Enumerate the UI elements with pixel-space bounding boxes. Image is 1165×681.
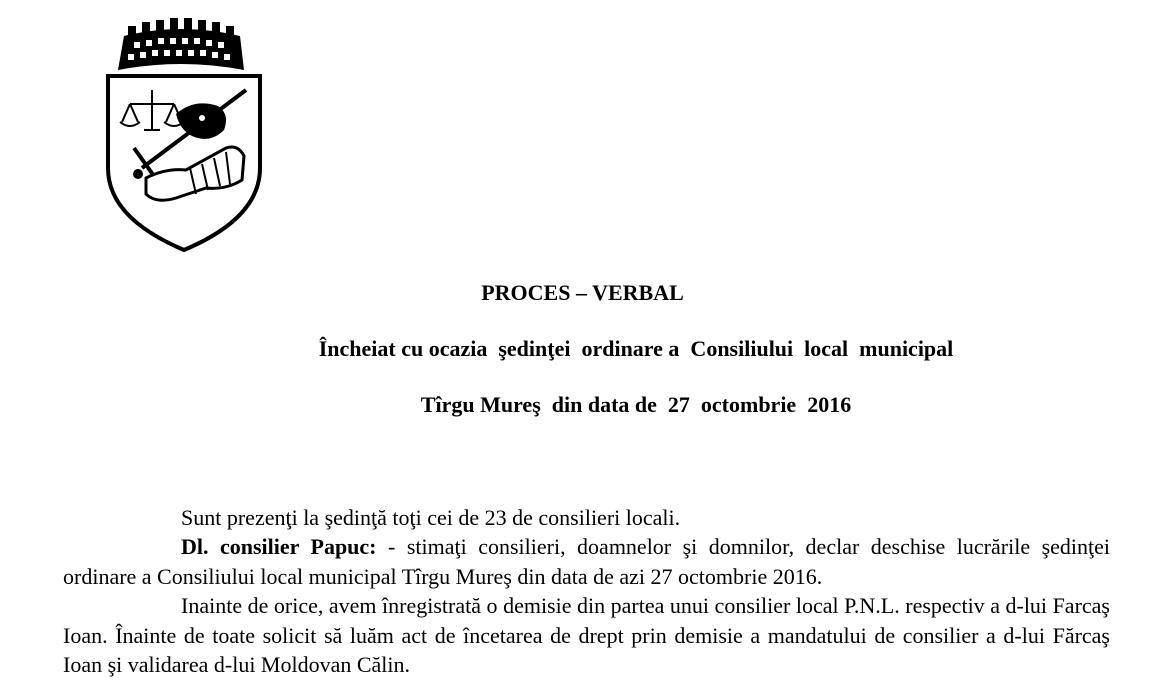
city-coat-of-arms-icon	[106, 18, 266, 253]
attendance-paragraph	[63, 503, 1110, 533]
resignation-text: Inainte de orice, avem înregistrată o demisie din partea unui consilier local P.N.L. respectiv a d-lui Farcaş Ioan. Înainte de toate solicit să luăm act de încetarea de drept prin demisie a mandatului de consilier a d-lui Fărcaş Ioan şi validarea d-lui Moldovan Călin.	[63, 593, 1110, 677]
speaker-name: Dl. consilier Papuc:	[181, 534, 377, 559]
document-subtitle-line1: Încheiat cu ocazia şedinţei ordinare a Consiliului local municipal	[318, 336, 954, 361]
document-title: PROCES – VERBAL	[481, 280, 684, 305]
attendance-text: Sunt prezenţi la şedinţă toţi cei de 23 de consilieri locali.	[181, 505, 681, 530]
opening-text: - stimaţi consilieri, doamnelor şi domnilor, declar deschise lucrările şedinţei ordinare a Consiliului local municipal Tîrgu Mureş din data de azi 27 octombrie 2016.	[63, 534, 1111, 589]
resignation-paragraph	[63, 591, 1110, 680]
opening-paragraph	[63, 532, 1110, 591]
document-subtitle-line2: Tîrgu Mureş din data de 27 octombrie 2016	[420, 392, 852, 417]
